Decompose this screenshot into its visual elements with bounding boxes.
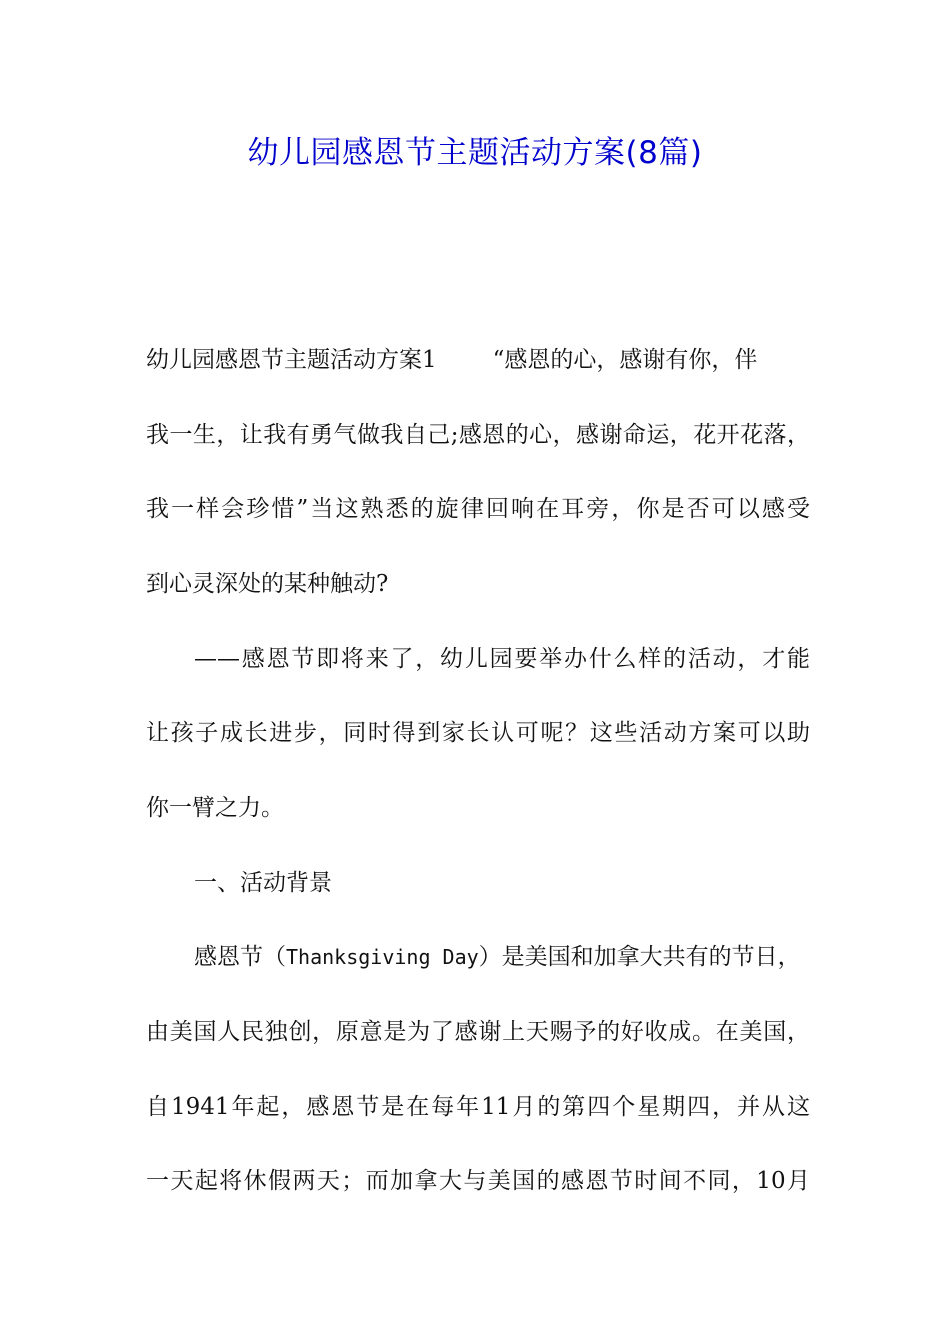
paragraph-1-line-1 (146, 335, 810, 385)
paragraph-1-line-4: 到心灵深处的某种触动? (146, 571, 389, 597)
document-title: 幼儿园感恩节主题活动方案(8篇) (247, 135, 703, 171)
text-segment: 感恩节（ (194, 944, 286, 970)
quote-text: “感恩的心，感谢有你，伴 (492, 347, 758, 373)
paragraph-1-line-3: 我一样会珍惜”当这熟悉的旋律回响在耳旁，你是否可以感受 (146, 496, 810, 522)
paragraph-1-line-2: 我一生，让我有勇气做我自己;感恩的心，感谢命运，花开花落， (146, 422, 810, 448)
paragraph-2-line-3: 你一臂之力。 (146, 795, 284, 821)
paragraph-2-line-1: ——感恩节即将来了，幼儿园要举办什么样的活动，才能 (194, 646, 810, 672)
section-heading-inline: 幼儿园感恩节主题活动方案1 (146, 347, 437, 373)
paragraph-3-line-3: 自1941年起，感恩节是在每年11月的第四个星期四，并从这 (146, 1094, 810, 1120)
text-segment: ）是美国和加拿大共有的节日， (478, 944, 801, 970)
english-term: Thanksgiving Day (286, 945, 479, 969)
paragraph-3-line-4: 一天起将休假两天；而加拿大与美国的感恩节时间不同，10月 (146, 1168, 810, 1194)
paragraph-2-line-2: 让孩子成长进步，同时得到家长认可呢？这些活动方案可以助 (146, 720, 810, 746)
paragraph-3-line-2: 由美国人民独创，原意是为了感谢上天赐予的好收成。在美国， (146, 1019, 810, 1045)
paragraph-3-line-1 (194, 932, 810, 982)
section-heading-background: 一、活动背景 (194, 870, 332, 896)
